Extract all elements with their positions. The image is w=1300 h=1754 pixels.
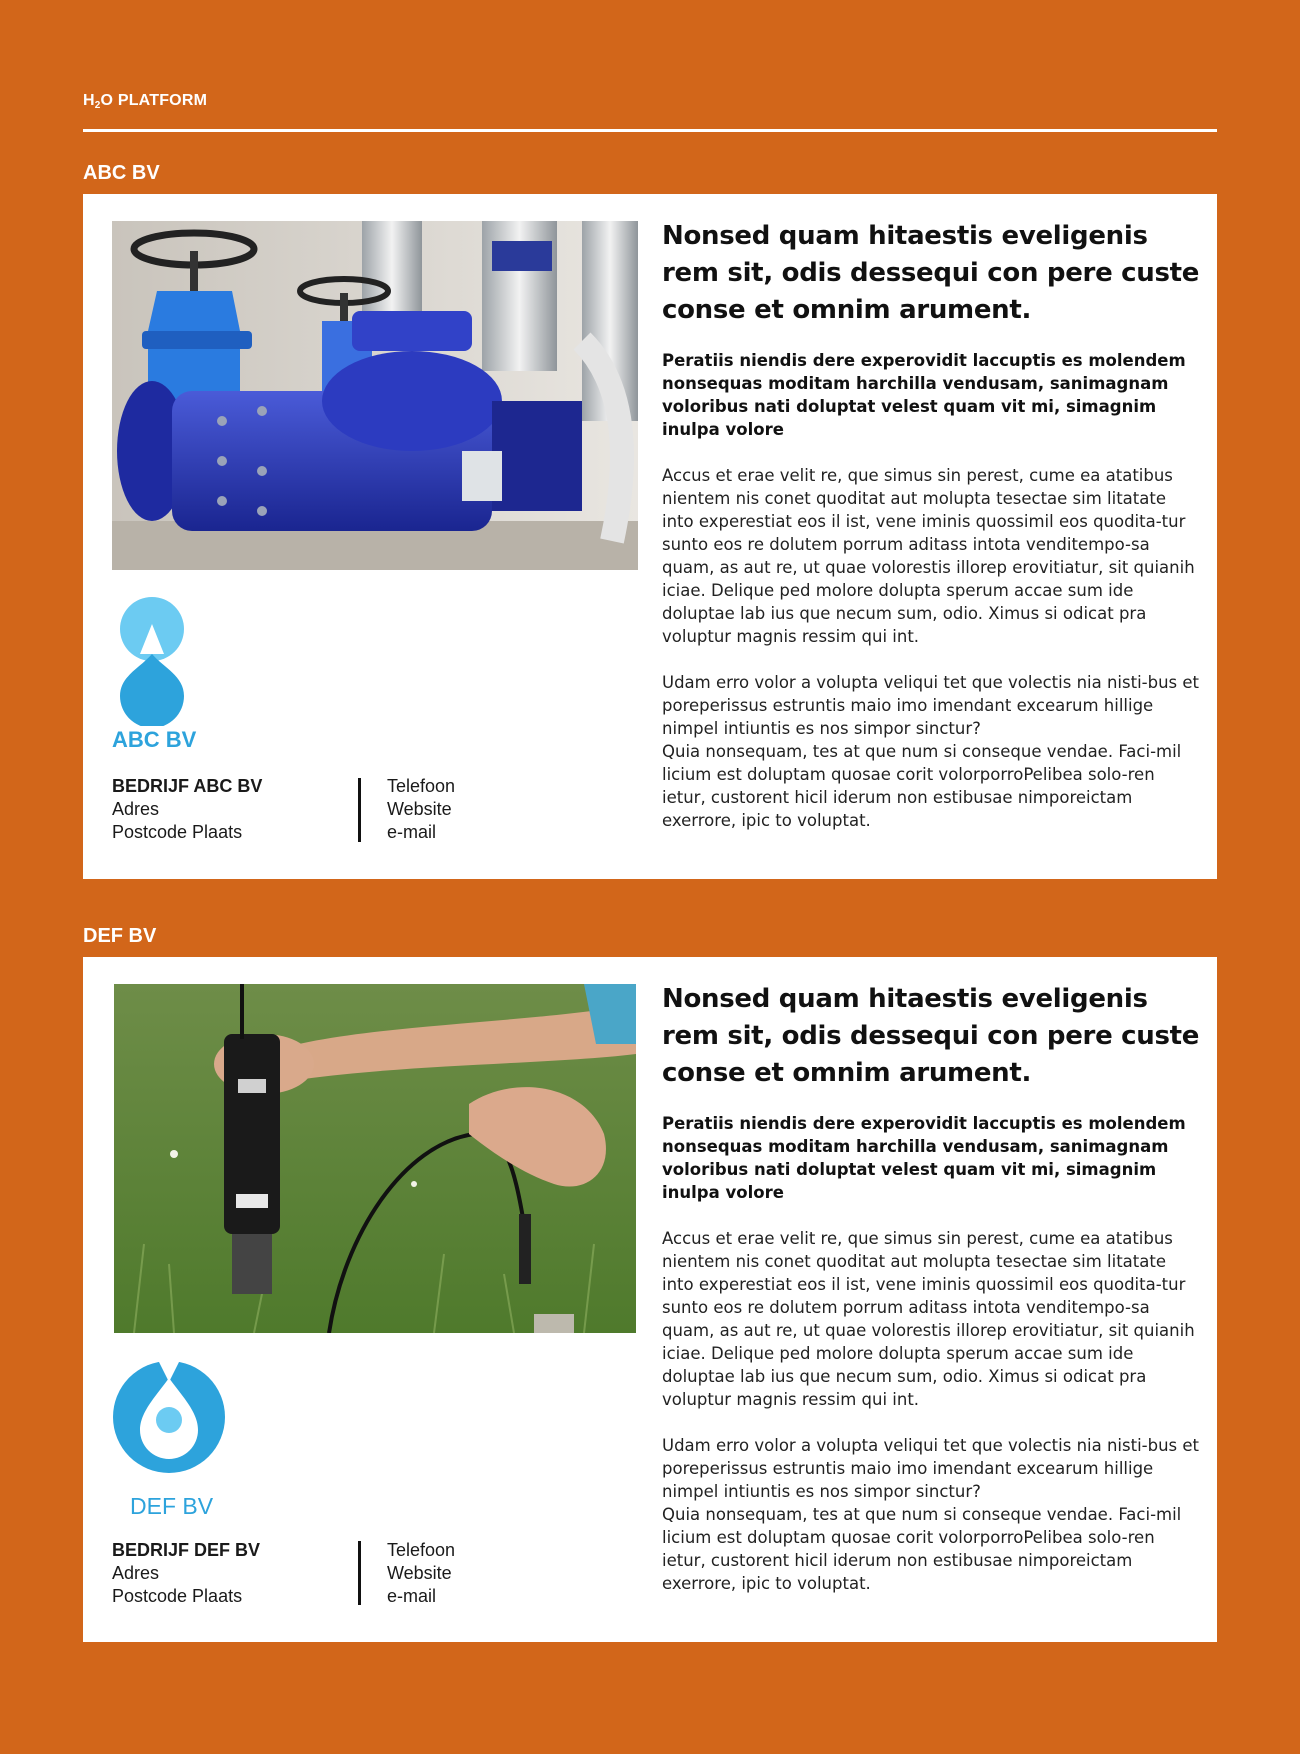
contact-divider: [358, 1541, 361, 1605]
article-headline: Nonsed quam hitaestis eveligenis rem sit, odis dessequi con pere custe conse et omnim arument.: [662, 984, 1200, 1088]
water-drop-icon: [112, 596, 192, 731]
article-paragraph-2: Udam erro volor a volupta veliqui tet que volectis nia nisti-bus et poreperissus estruntis maio imo imendant excearum hillige nimpel intiuntis es nos simpor sinctur? Quia nonsequam, tes at que num si conseque vendae. Faci-mil licium est doluptam quosae corit volorporroPelibea solo-ren ietur, custorent hicil iderum non estibusae nimporeictam exerrore, ipic to voluptat.: [662, 1436, 1200, 1593]
company-postcode: Postcode Plaats: [112, 822, 243, 842]
article-lead: Peratiis niendis dere experovidit laccuptis es molendem nonsequas moditam harchilla vendusam, sanimagnam voloribus nati doluptat velest quam vit mi, simagnim inulpa volore: [662, 351, 1186, 439]
logo-name-def: DEF BV: [130, 1493, 214, 1519]
section-label-abc: ABC BV: [83, 162, 160, 184]
logo-name-abc: ABC BV: [112, 727, 197, 752]
article-headline: Nonsed quam hitaestis eveligenis rem sit, odis dessequi con pere custe conse et omnim arument.: [662, 221, 1200, 325]
article-paragraph-1: Accus et erae velit re, que simus sin perest, cume ea atatibus nientem nis conet quoditat aut molupta tesectae sim litatate into experestiat eos il ist, vene iminis quossimil eos quodita-tur sunto eos re dolutem porrum aditass intota venditempo-sa quam, as aut re, ut quae volorestis illorep erovitiatur, sit quianih iciae. Delique ped molore dolupta sperum accae sum ide doluptae lab ius que necum sum, odio. Ximus si odicat pra voluptur magnis ressim qui int.: [662, 466, 1195, 646]
section-label-def: DEF BV: [83, 925, 157, 947]
company-card-abc: [83, 194, 1217, 879]
company-postcode: Postcode Plaats: [112, 1586, 243, 1606]
email-label: e-mail: [387, 1586, 437, 1606]
company-address: Adres: [112, 1563, 160, 1583]
company-name: BEDRIJF DEF BV: [112, 1540, 261, 1560]
article-paragraph-2: Udam erro volor a volupta veliqui tet que volectis nia nisti-bus et poreperissus estruntis maio imo imendant excearum hillige nimpel intiuntis es nos simpor sinctur? Quia nonsequam, tes at que num si conseque vendae. Faci-mil licium est doluptam quosae corit volorporroPelibea solo-ren ietur, custorent hicil iderum non estibusae nimporeictam exerrore, ipic to voluptat.: [662, 673, 1200, 830]
article-def: [662, 981, 1202, 1618]
water-pump-photo: [112, 221, 638, 570]
platform-brand: $H_2O$ PLATFORM: [83, 92, 208, 111]
website-label: Website: [387, 799, 452, 819]
phone-label: Telefoon: [387, 1540, 456, 1560]
article-paragraph-1: Accus et erae velit re, que simus sin perest, cume ea atatibus nientem nis conet quoditat aut molupta tesectae sim litatate into experestiat eos il ist, vene iminis quossimil eos quodita-tur sunto eos re dolutem porrum aditass intota venditempo-sa quam, as aut re, ut quae volorestis illorep erovitiatur, sit quianih iciae. Delique ped molore dolupta sperum accae sum ide doluptae lab ius que necum sum, odio. Ximus si odicat pra voluptur magnis ressim qui int.: [662, 1229, 1195, 1409]
company-address: Adres: [112, 799, 160, 819]
contact-channels-abc: [387, 775, 455, 844]
article-lead: Peratiis niendis dere experovidit laccuptis es molendem nonsequas moditam harchilla vendusam, sanimagnam voloribus nati doluptat velest quam vit mi, simagnim inulpa volore: [662, 1114, 1186, 1202]
droplet-circle-icon: [112, 1360, 226, 1479]
company-name: BEDRIJF ABC BV: [112, 776, 263, 796]
contact-details-def: [112, 1539, 260, 1608]
water-sensor-photo: [114, 984, 636, 1333]
article-abc: [662, 218, 1202, 855]
contact-details-abc: [112, 775, 262, 844]
website-label: Website: [387, 1563, 452, 1583]
contact-divider: [358, 778, 361, 842]
contact-channels-def: [387, 1539, 455, 1608]
header-rule: [83, 129, 1217, 132]
phone-label: Telefoon: [387, 776, 456, 796]
email-label: e-mail: [387, 822, 437, 842]
company-card-def: [83, 957, 1217, 1642]
